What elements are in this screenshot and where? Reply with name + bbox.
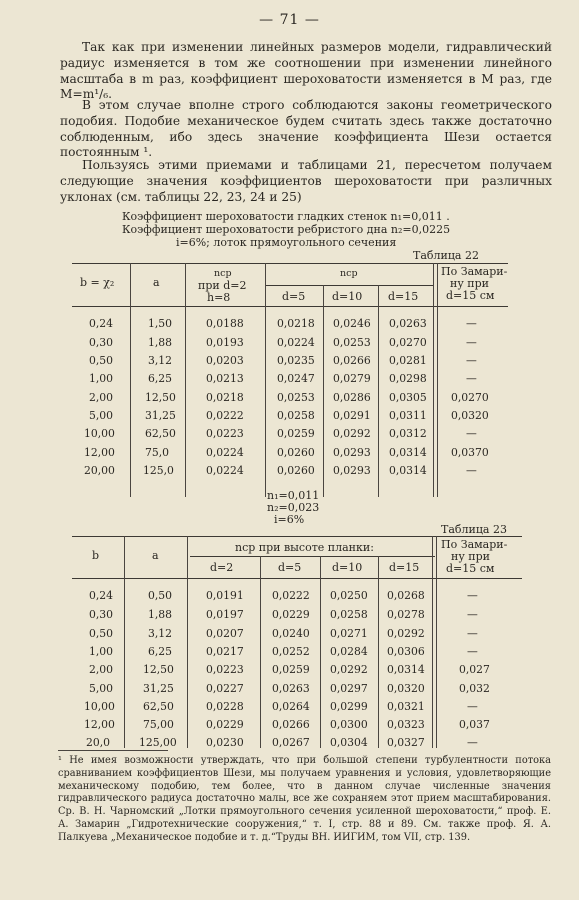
cell-b: 0,30 bbox=[89, 608, 114, 621]
cell-d15: 0,0305 bbox=[389, 391, 427, 404]
cell-d5: 0,0259 bbox=[277, 427, 315, 440]
cell-zamarin: — bbox=[466, 317, 477, 330]
cell-nsp: 0,0223 bbox=[206, 427, 244, 440]
cell-a: 31,25 bbox=[143, 682, 174, 695]
cell-a: 62,50 bbox=[143, 700, 174, 713]
cell-d5: 0,0266 bbox=[272, 718, 310, 731]
cell-b: 0,24 bbox=[89, 589, 114, 602]
cell-b: 0,50 bbox=[89, 627, 114, 640]
cell-a: 75,0 bbox=[145, 446, 170, 459]
cell-d2: 0,0228 bbox=[206, 700, 244, 713]
table23-header-d15: d=15 bbox=[389, 561, 420, 574]
table22-header-nsp: nср bbox=[214, 268, 232, 279]
table22-col-divider bbox=[323, 285, 324, 497]
cell-nsp: 0,0224 bbox=[206, 446, 244, 459]
footnote-separator bbox=[58, 750, 168, 751]
cell-zamarin: — bbox=[466, 354, 477, 367]
cell-zamarin: — bbox=[467, 736, 478, 749]
cell-zamarin: — bbox=[466, 336, 477, 349]
cell-zamarin: 0,027 bbox=[459, 663, 490, 676]
table23-header-zamarin: По Замари- bbox=[441, 538, 508, 551]
cell-b: 2,00 bbox=[89, 391, 114, 404]
table23-header-d2: d=2 bbox=[210, 561, 234, 574]
cell-d10: 0,0253 bbox=[333, 336, 371, 349]
cell-nsp: 0,0188 bbox=[206, 317, 244, 330]
cell-zamarin: — bbox=[467, 645, 478, 658]
cell-d2: 0,0223 bbox=[206, 663, 244, 676]
table23-top-rule bbox=[72, 536, 522, 537]
cell-d10: 0,0299 bbox=[330, 700, 368, 713]
cell-b: 1,00 bbox=[89, 372, 114, 385]
cell-d10: 0,0297 bbox=[330, 682, 368, 695]
cell-d5: 0,0247 bbox=[277, 372, 315, 385]
cell-a: 62,50 bbox=[145, 427, 176, 440]
cell-a: 12,50 bbox=[145, 391, 176, 404]
cell-nsp: 0,0224 bbox=[206, 464, 244, 477]
cell-d5: 0,0229 bbox=[272, 608, 310, 621]
cell-d2: 0,0227 bbox=[206, 682, 244, 695]
cell-d15: 0,0292 bbox=[387, 627, 425, 640]
cell-b: 0,24 bbox=[89, 317, 114, 330]
cell-a: 1,88 bbox=[148, 336, 173, 349]
table23-col-divider bbox=[320, 556, 321, 748]
cell-d10: 0,0246 bbox=[333, 317, 371, 330]
table23-header-b: b bbox=[92, 549, 100, 562]
table22-header-nsp-d: при d=2 bbox=[198, 279, 247, 292]
cell-d5: 0,0259 bbox=[272, 663, 310, 676]
cell-b: 10,00 bbox=[84, 700, 115, 713]
table23-header-a: a bbox=[152, 549, 159, 562]
cell-zamarin: 0,0370 bbox=[451, 446, 489, 459]
cell-zamarin: — bbox=[466, 464, 477, 477]
cell-zamarin: — bbox=[467, 700, 478, 713]
cell-zamarin: — bbox=[466, 372, 477, 385]
cell-a: 6,25 bbox=[148, 645, 173, 658]
cell-a: 6,25 bbox=[148, 372, 173, 385]
cell-d15: 0,0320 bbox=[387, 682, 425, 695]
footnote: ¹ Не имея возможности утверждать, что при большой степени турбулентности потока сравниванием коэффициентов Шези, мы получаем уравнения и условия, удовлетворяющие механическому подобию, тем более, что в данном случае численные значения гидравлического радиуса достаточно малы, все же сохраняем этот прием масштабирования. Ср. В. Н. Чарномский „Лотки прямоугольного сечения усиленной шероховатости,“ проф. Е. А. Замарин „Гидротехнические сооружения,“ т. I, стр. 88 и 89. См. также проф. Я. А. Палкуева „Механическое подобие и т. д.“Труды ВН. ИИГИМ, том VII, стр. 139. bbox=[58, 755, 551, 843]
cell-d10: 0,0271 bbox=[330, 627, 368, 640]
cell-zamarin: — bbox=[467, 589, 478, 602]
table23-col-divider bbox=[187, 536, 188, 748]
cell-d5: 0,0253 bbox=[277, 391, 315, 404]
table22-col-divider bbox=[378, 285, 379, 497]
cell-d2: 0,0191 bbox=[206, 589, 244, 602]
cell-nsp: 0,0218 bbox=[206, 391, 244, 404]
cell-d5: 0,0240 bbox=[272, 627, 310, 640]
cell-b: 10,00 bbox=[84, 427, 115, 440]
cell-d15: 0,0268 bbox=[387, 589, 425, 602]
paragraph-2: В этом случае вполне строго соблюдаются законы геометрического подобия. Подобие механическое будем считать здесь также достаточно соблюденным, ибо здесь значение коэффициента Шези остается постоянным ¹. bbox=[60, 98, 552, 160]
table22-subheader-rule bbox=[265, 285, 433, 286]
cell-a: 12,50 bbox=[143, 663, 174, 676]
paragraph-1: Так как при изменении линейных размеров модели, гидравлический радиус изменяется в том же соотношении при изменении линейного масштаба в m раз, коэффициент шероховатости изменяется в M раз, где M=m¹/₆. bbox=[60, 40, 552, 102]
cell-b: 20,00 bbox=[84, 464, 115, 477]
cell-d10: 0,0304 bbox=[330, 736, 368, 749]
table23-caption-line1: n₁=0,011 bbox=[267, 489, 320, 502]
cell-d15: 0,0298 bbox=[389, 372, 427, 385]
table23-col-divider bbox=[432, 536, 433, 748]
cell-d15: 0,0327 bbox=[387, 736, 425, 749]
page-number: — 71 — bbox=[259, 12, 320, 28]
cell-nsp: 0,0213 bbox=[206, 372, 244, 385]
cell-nsp: 0,0222 bbox=[206, 409, 244, 422]
table22-caption-line2: Коэффициент шероховатости ребристого дна n₂=0,0225 bbox=[122, 223, 451, 236]
cell-b: 5,00 bbox=[89, 409, 114, 422]
cell-d10: 0,0293 bbox=[333, 446, 371, 459]
cell-d10: 0,0284 bbox=[330, 645, 368, 658]
cell-b: 2,00 bbox=[89, 663, 114, 676]
cell-zamarin: 0,0270 bbox=[451, 391, 489, 404]
cell-d2: 0,0229 bbox=[206, 718, 244, 731]
cell-d15: 0,0278 bbox=[387, 608, 425, 621]
table22-header-zamarin: d=15 см bbox=[446, 289, 495, 302]
cell-d15: 0,0314 bbox=[387, 663, 425, 676]
table23-subheader-rule bbox=[190, 556, 435, 557]
cell-d5: 0,0235 bbox=[277, 354, 315, 367]
table22-header-b: b = χ₂ bbox=[80, 276, 115, 289]
cell-d5: 0,0252 bbox=[272, 645, 310, 658]
cell-a: 75,00 bbox=[143, 718, 174, 731]
cell-d10: 0,0286 bbox=[333, 391, 371, 404]
table22-top-rule bbox=[72, 263, 508, 264]
table22-title: Таблица 22 bbox=[413, 249, 479, 262]
cell-zamarin: 0,0320 bbox=[451, 409, 489, 422]
cell-d15: 0,0314 bbox=[389, 464, 427, 477]
table22-header-nsp-h: h=8 bbox=[207, 291, 231, 304]
cell-d10: 0,0291 bbox=[333, 409, 371, 422]
cell-a: 125,00 bbox=[139, 736, 177, 749]
table22-caption-line3: i=6%; лоток прямоугольного сечения bbox=[176, 236, 397, 249]
table23-header-d10: d=10 bbox=[332, 561, 363, 574]
cell-a: 1,50 bbox=[148, 317, 173, 330]
cell-d15: 0,0312 bbox=[389, 427, 427, 440]
cell-a: 31,25 bbox=[145, 409, 176, 422]
table22-col-divider bbox=[265, 263, 266, 497]
cell-d10: 0,0292 bbox=[330, 663, 368, 676]
cell-d5: 0,0264 bbox=[272, 700, 310, 713]
cell-d15: 0,0263 bbox=[389, 317, 427, 330]
cell-a: 3,12 bbox=[148, 354, 173, 367]
table23-title: Таблица 23 bbox=[441, 523, 507, 536]
cell-a: 1,88 bbox=[148, 608, 173, 621]
cell-b: 0,30 bbox=[89, 336, 114, 349]
cell-d15: 0,0270 bbox=[389, 336, 427, 349]
cell-b: 20,0 bbox=[86, 736, 111, 749]
cell-b: 12,00 bbox=[84, 446, 115, 459]
cell-d5: 0,0222 bbox=[272, 589, 310, 602]
table22-col-divider bbox=[437, 263, 438, 497]
cell-d10: 0,0279 bbox=[333, 372, 371, 385]
table22-header-zamarin: По Замари- bbox=[441, 265, 508, 278]
table22-header-group: nср bbox=[340, 268, 358, 279]
table22-header-rule bbox=[72, 306, 508, 307]
cell-zamarin: 0,032 bbox=[459, 682, 490, 695]
cell-d10: 0,0300 bbox=[330, 718, 368, 731]
cell-zamarin: — bbox=[466, 427, 477, 440]
table23-caption-line3: i=6% bbox=[274, 513, 305, 526]
cell-d10: 0,0258 bbox=[330, 608, 368, 621]
cell-d2: 0,0207 bbox=[206, 627, 244, 640]
cell-nsp: 0,0193 bbox=[206, 336, 244, 349]
cell-nsp: 0,0203 bbox=[206, 354, 244, 367]
cell-zamarin: 0,037 bbox=[459, 718, 490, 731]
cell-d5: 0,0218 bbox=[277, 317, 315, 330]
table23-caption-line2: n₂=0,023 bbox=[267, 501, 320, 514]
cell-d15: 0,0321 bbox=[387, 700, 425, 713]
table23-header-zamarin: ну при bbox=[451, 550, 491, 563]
cell-zamarin: — bbox=[467, 608, 478, 621]
table23-header-d5: d=5 bbox=[278, 561, 302, 574]
table23-col-divider bbox=[124, 536, 125, 748]
cell-d15: 0,0306 bbox=[387, 645, 425, 658]
table22-header-zamarin: ну при bbox=[450, 277, 490, 290]
cell-d5: 0,0224 bbox=[277, 336, 315, 349]
cell-d2: 0,0197 bbox=[206, 608, 244, 621]
cell-d5: 0,0260 bbox=[277, 446, 315, 459]
cell-d15: 0,0281 bbox=[389, 354, 427, 367]
cell-b: 1,00 bbox=[89, 645, 114, 658]
table22-header-d5: d=5 bbox=[282, 290, 306, 303]
cell-a: 0,50 bbox=[148, 589, 173, 602]
cell-d5: 0,0267 bbox=[272, 736, 310, 749]
table23-col-divider bbox=[260, 556, 261, 748]
cell-d15: 0,0323 bbox=[387, 718, 425, 731]
cell-d2: 0,0230 bbox=[206, 736, 244, 749]
cell-d10: 0,0250 bbox=[330, 589, 368, 602]
table23-header-rule bbox=[72, 578, 522, 579]
table23-header-group: nср при высоте планки: bbox=[235, 541, 374, 554]
cell-d10: 0,0293 bbox=[333, 464, 371, 477]
cell-a: 3,12 bbox=[148, 627, 173, 640]
cell-d5: 0,0258 bbox=[277, 409, 315, 422]
cell-d10: 0,0266 bbox=[333, 354, 371, 367]
cell-d2: 0,0217 bbox=[206, 645, 244, 658]
cell-d15: 0,0314 bbox=[389, 446, 427, 459]
table22-header-d15: d=15 bbox=[388, 290, 419, 303]
table22-caption-line1: Коэффициент шероховатости гладких стенок n₁=0,011 . bbox=[122, 210, 450, 223]
table23-col-divider bbox=[436, 536, 437, 748]
cell-a: 125,0 bbox=[143, 464, 174, 477]
cell-b: 12,00 bbox=[84, 718, 115, 731]
cell-b: 5,00 bbox=[89, 682, 114, 695]
table22-header-d10: d=10 bbox=[332, 290, 363, 303]
table22-col-divider bbox=[433, 263, 434, 497]
cell-d5: 0,0263 bbox=[272, 682, 310, 695]
table23-col-divider bbox=[378, 556, 379, 748]
cell-d10: 0,0292 bbox=[333, 427, 371, 440]
table23-header-zamarin: d=15 см bbox=[446, 562, 495, 575]
table22-header-a: a bbox=[153, 276, 160, 289]
cell-d15: 0,0311 bbox=[389, 409, 427, 422]
cell-d5: 0,0260 bbox=[277, 464, 315, 477]
cell-zamarin: — bbox=[467, 627, 478, 640]
paragraph-3: Пользуясь этими приемами и таблицами 21, пересчетом получаем следующие значения коэффициентов шероховатости при различных уклонах (см. таблицы 22, 23, 24 и 25) bbox=[60, 158, 552, 204]
table22-col-divider bbox=[185, 263, 186, 497]
table22-col-divider bbox=[130, 263, 131, 497]
cell-b: 0,50 bbox=[89, 354, 114, 367]
